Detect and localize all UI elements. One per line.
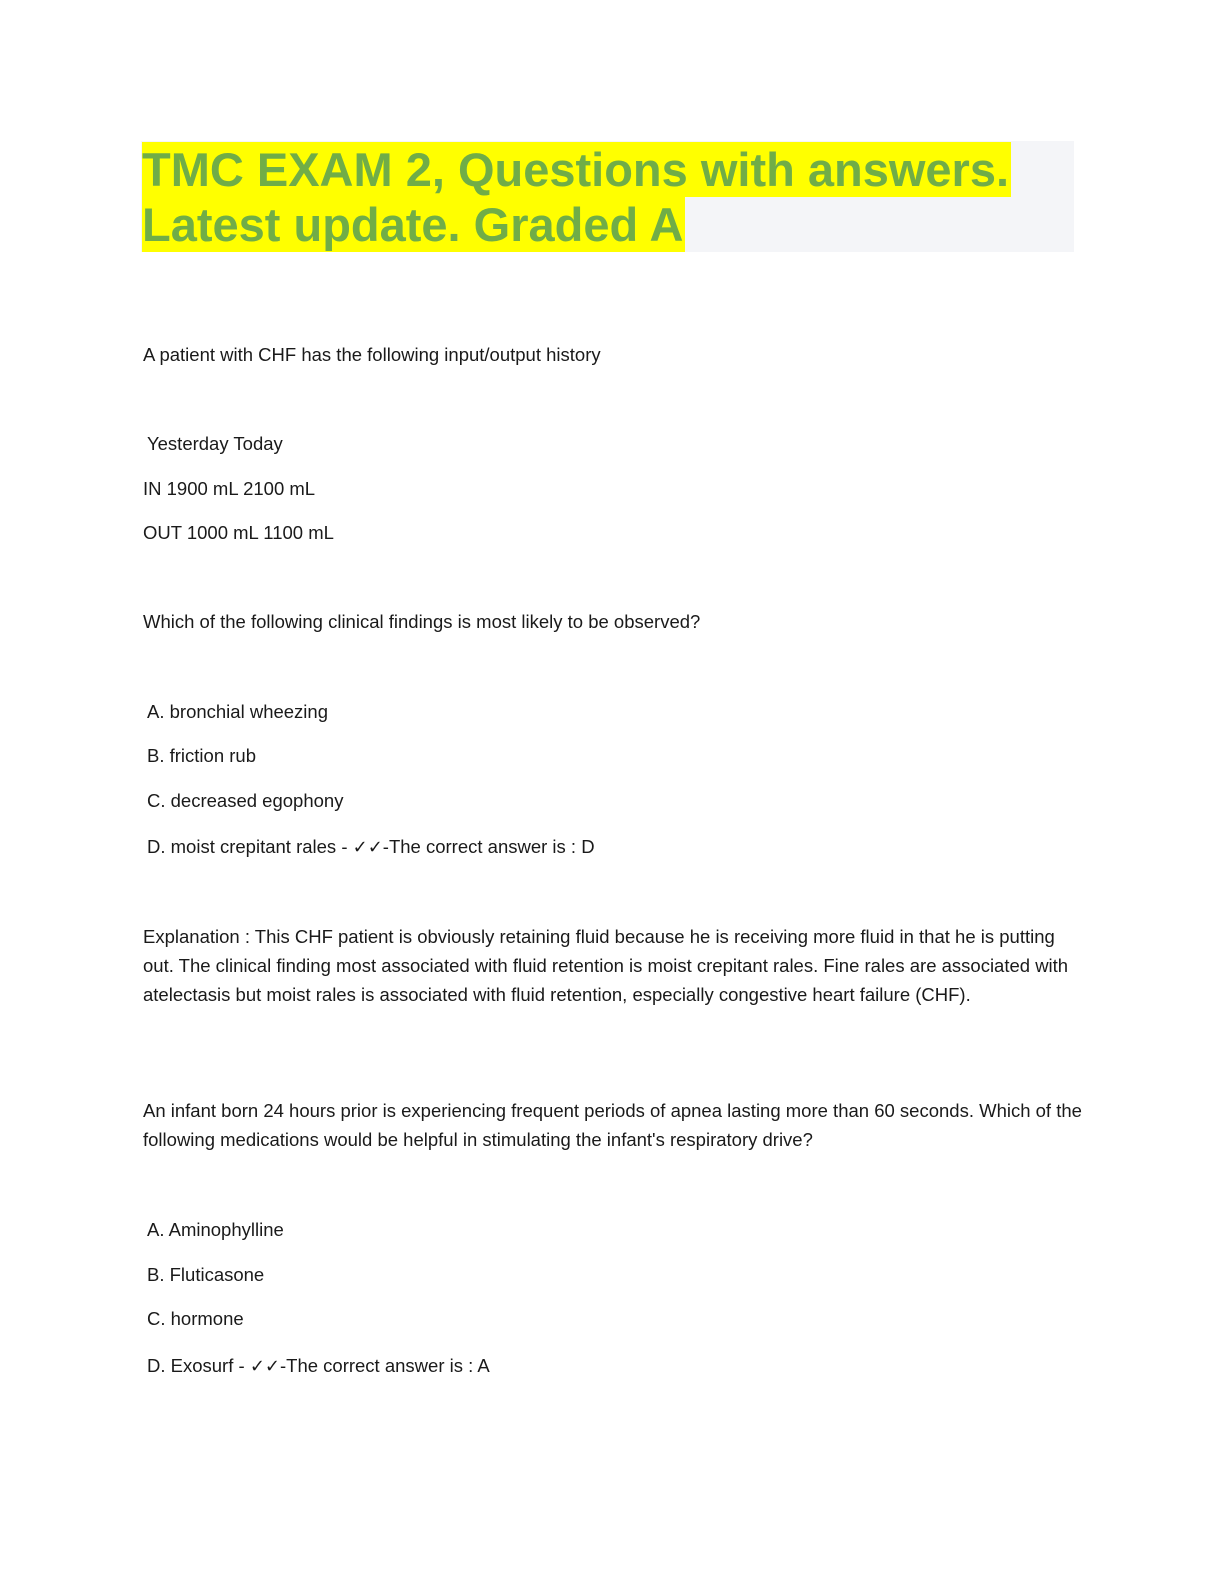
q2-option-a: A. Aminophylline [147, 1219, 284, 1240]
title-line-2: Latest update. Graded A [142, 198, 684, 251]
q1-option-b: B. friction rub [147, 745, 256, 766]
io-row-out: OUT 1000 mL 1100 mL [143, 522, 334, 543]
q2-option-c: C. hormone [147, 1308, 244, 1329]
check-mark-icon: ✓✓ [352, 837, 383, 858]
io-row-in: IN 1900 mL 2100 mL [143, 478, 316, 499]
q2-question: An infant born 24 hours prior is experiencing frequent periods of apnea lasting more than 60 seconds. Which of the following medications would be helpful in stimulating the infant's respiratory drive? [143, 1100, 1082, 1150]
q1-explanation: Explanation : This CHF patient is obviously retaining fluid because he is receiving more fluid in that he is putting out. The clinical finding most associated with fluid retention is moist crepitant rales. Fine rales are associated with atelectasis but moist rales is associated with fluid retention, especially congestive heart failure (CHF). [143, 926, 1069, 1005]
q2-answer: -The correct answer is : A [279, 1355, 490, 1376]
document-title [142, 142, 1011, 252]
q2-option-d [147, 1351, 490, 1381]
q1-option-c: C. decreased egophony [147, 790, 344, 811]
q1-option-d-text: D. moist crepitant rales - [147, 836, 353, 857]
q1-question: Which of the following clinical findings is most likely to be observed? [143, 611, 701, 632]
q2-option-b: B. Fluticasone [147, 1264, 265, 1285]
io-table-header: Yesterday Today [147, 433, 283, 454]
title-line-1: TMC EXAM 2, Questions with answers. [142, 143, 1010, 196]
q2-option-d-text: D. Exosurf - [147, 1355, 250, 1376]
q1-intro: A patient with CHF has the following input/output history [143, 344, 601, 365]
q1-option-d [147, 832, 595, 862]
q1-option-a: A. bronchial wheezing [147, 701, 328, 722]
check-mark-icon: ✓✓ [249, 1356, 280, 1377]
q1-answer: -The correct answer is : D [382, 836, 595, 857]
